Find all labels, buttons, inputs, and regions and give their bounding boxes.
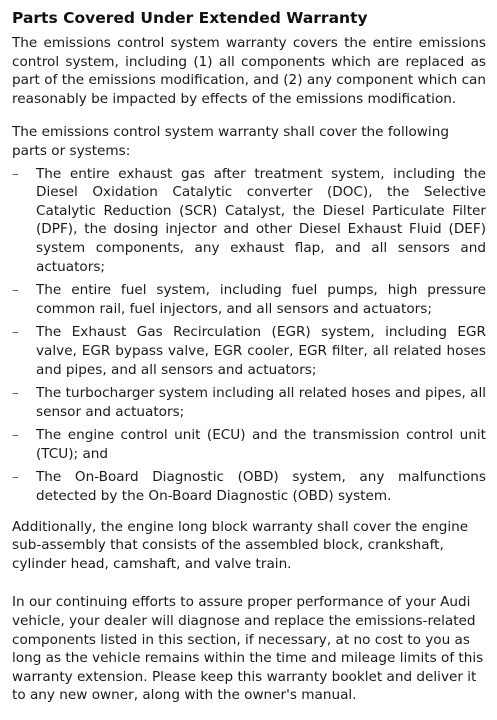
list-item <box>12 384 486 421</box>
list-item-text: The turbocharger system including all related hoses and pipes, all sensor and actuators; <box>36 385 486 420</box>
list-item <box>12 426 486 463</box>
section-heading: Parts Covered Under Extended Warranty <box>12 9 368 27</box>
dash-marker: – <box>12 324 19 341</box>
list-item-text: The On-Board Diagnostic (OBD) system, any malfunctions detected by the On-Board Diagnostic (OBD) system. <box>36 469 486 505</box>
dash-marker: – <box>12 469 19 486</box>
coverage-lead-paragraph: The emissions control system warranty shall cover the following parts or systems: <box>12 124 449 159</box>
intro-paragraph: The emissions control system warranty covers the entire emissions control system, including (1) all components which are replaced as part of the emissions modification, and (2) any component which can reasonably be impacted by effects of the emissions modification. <box>12 35 486 107</box>
long-block-paragraph: Additionally, the engine long block warranty shall cover the engine sub-assembly that consists of the assembled block, crankshaft, cylinder head, camshaft, and valve train. <box>12 518 469 572</box>
covered-parts-list <box>12 165 486 506</box>
list-item-text: The Exhaust Gas Recirculation (EGR) system, including EGR valve, EGR bypass valve, EGR cooler, EGR filter, all related hoses and pipes, and all sensors and actuators; <box>36 324 486 378</box>
dash-marker: – <box>12 282 19 299</box>
list-item-text: The entire exhaust gas after treatment system, including the Diesel Oxidation Catalytic converter (DOC), the Selective Catalytic Reduction (SCR) Catalyst, the Diesel Particulate Filter (DPF), the dosing injector and other Diesel Exhaust Fluid (DEF) system components, any exhaust flap, and all sensors and actuators; <box>36 165 486 275</box>
list-item <box>12 323 486 379</box>
dealer-service-paragraph: In our continuing efforts to assure proper performance of your Audi vehicle, your dealer will diagnose and replace the emissions-related components listed in this section, if necessary, at no cost to you as long as the vehicle remains within the time and mileage limits of this warranty extension. Please keep this warranty booklet and deliver it to any new owner, along with the owner's manual. <box>12 594 484 704</box>
list-item <box>12 468 486 505</box>
list-item-text: The engine control unit (ECU) and the transmission control unit (TCU); and <box>36 427 486 462</box>
list-item <box>12 281 486 318</box>
dash-marker: – <box>12 385 19 402</box>
list-item <box>12 165 486 277</box>
dash-marker: – <box>12 165 19 182</box>
dash-marker: – <box>12 427 19 444</box>
list-item-text: The entire fuel system, including fuel pumps, high pressure common rail, fuel injectors, and all sensors and actuators; <box>36 282 486 317</box>
